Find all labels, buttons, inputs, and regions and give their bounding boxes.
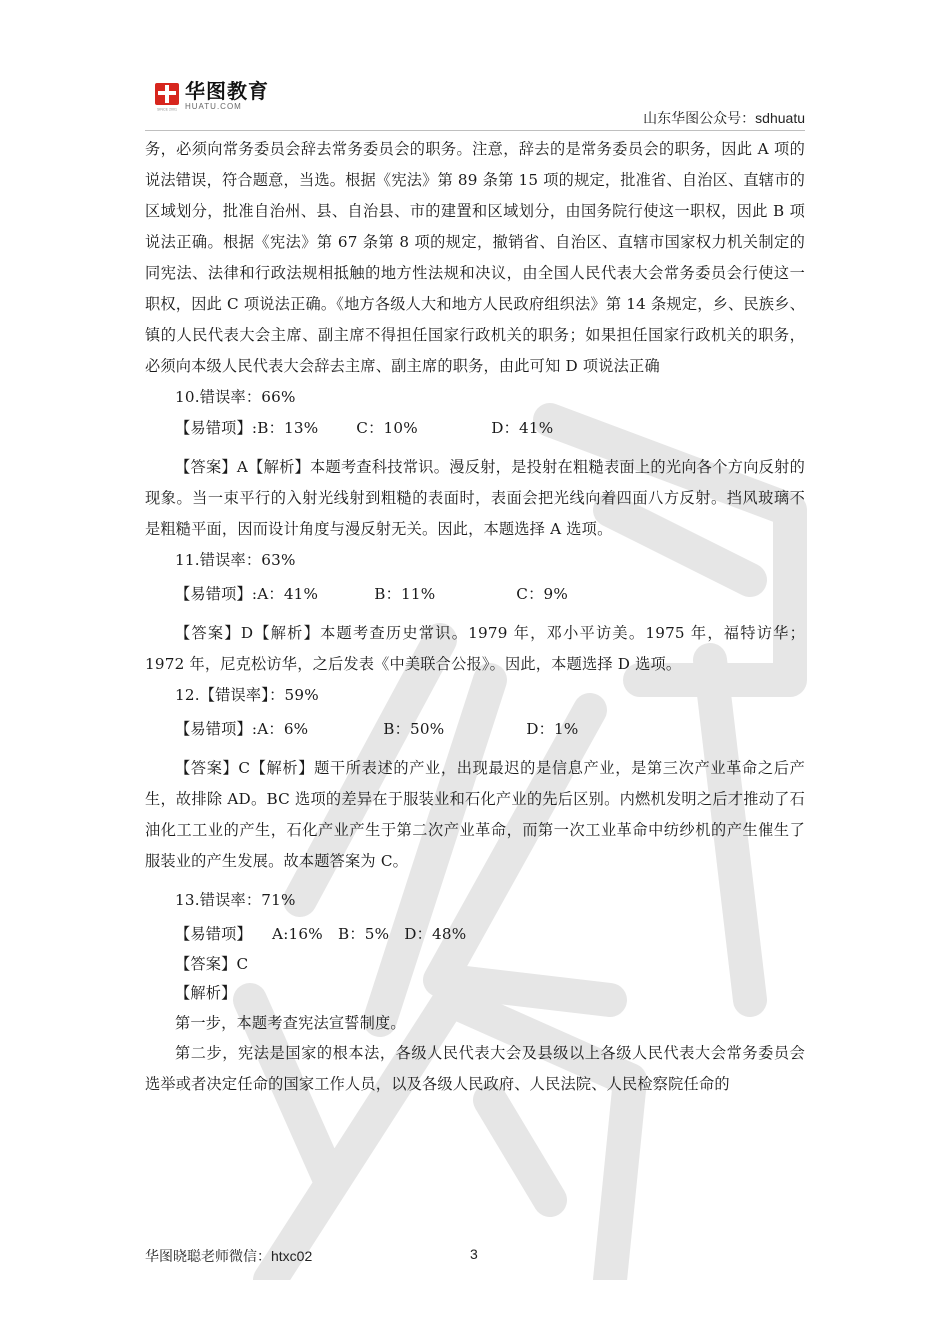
q12-option-a: A：6% — [257, 720, 309, 738]
q12-wrong-options — [145, 714, 805, 745]
logo-chinese-text: 华图教育 — [185, 79, 269, 103]
q11-answer: 【答案】D【解析】本题考查历史常识。1979 年，邓小平访美。1975 年，福特访华；1972 年，尼克松访华，之后发表《中美联合公报》。因此，本题选择 D 选项。 — [145, 624, 805, 673]
q10-error-rate: 10.错误率：66% — [175, 388, 296, 406]
q11-error-rate: 11.错误率：63% — [175, 551, 296, 569]
logo-english-text: HUATU.COM — [185, 102, 242, 111]
q10-answer: 【答案】A【解析】本题考查科技常识。漫反射，是投射在粗糙表面上的光向各个方向反射的现象。当一束平行的入射光线射到粗糙的表面时，表面会把光线向着四面八方反射。挡风玻璃不是粗糙平面，因而设计角度与漫反射无关。因此，本题选择 A 选项。 — [145, 458, 805, 538]
q10-wrong-options — [145, 413, 805, 444]
huatu-logo — [155, 80, 269, 111]
q12-option-b: B：50% — [383, 720, 445, 738]
q13-step-two: 第二步，宪法是国家的根本法，各级人民代表大会及县级以上各级人民代表大会常务委员会选举或者决定任命的国家工作人员，以及各级人民政府、人民法院、人民检察院任命的 — [145, 1044, 805, 1093]
q12-error-rate: 12.【错误率】：59% — [175, 686, 319, 704]
q11-wrong-label: 【易错项】: — [175, 585, 258, 603]
q10-wrong-label: 【易错项】: — [175, 419, 258, 437]
q12-option-d: D：1% — [526, 720, 579, 738]
document-body — [145, 134, 805, 1100]
q10-option-b: B：13% — [257, 419, 319, 437]
q11-option-b: B：11% — [374, 585, 436, 603]
q11-option-a: A：41% — [257, 585, 319, 603]
q12-answer: 【答案】C【解析】题干所表述的产业，出现最迟的是信息产业，是第三次产业革命之后产生，故排除 AD。BC 选项的差异在于服装业和石化产业的先后区别。内燃机发明之后才推动了石油化工工业的产生，石化产业产生于第二次产业革命，而第一次工业革命中纺纱机的产生催生了服装业的产生发展。故本题答案为 C。 — [145, 759, 805, 870]
footer-teacher-wechat: 华图晓聪老师微信：htxc02 — [145, 1248, 313, 1264]
q13-error-rate: 13.错误率：71% — [175, 891, 296, 909]
q13-wrong-options: 【易错项】 A:16% B：5% D：48% — [175, 925, 467, 943]
q10-option-d: D：41% — [491, 419, 554, 437]
paragraph-constitution-analysis: 务，必须向常务委员会辞去常务委员会的职务。注意，辞去的是常务委员会的职务，因此 A 项的说法错误，符合题意，当选。根据《宪法》第 89 条第 15 项的规定，批准省、自治区、直辖市的区域划分，批准自治州、县、自治县、市的建置和区域划分，由国务院行使这一职权，因此 B 项说法正确。根据《宪法》第 67 条第 8 项的规定，撤销省、自治区、直辖市国家权力机关制定的同宪法、法律和行政法规相抵触的地方性法规和决议，由全国人民代表大会常务委员会行使这一职权，因此 C 项说法正确。《地方各级人大和地方人民政府组织法》第 14 条规定，乡、民族乡、镇的人民代表大会主席、副主席不得担任国家行政机关的职务；如果担任国家行政机关的职务，必须向本级人民代表大会辞去主席、副主席的职务，由此可知 D 项说法正确 — [145, 140, 805, 375]
header-divider — [145, 130, 805, 131]
page-number: 3 — [470, 1246, 478, 1262]
q12-wrong-label: 【易错项】: — [175, 720, 258, 738]
logo-since: SINCE 2001 — [157, 107, 177, 111]
huatu-logo-icon — [155, 81, 179, 111]
q11-option-c: C：9% — [516, 585, 568, 603]
q13-answer: 【答案】C — [175, 955, 249, 973]
q11-wrong-options — [145, 579, 805, 610]
q13-analysis-label: 【解析】 — [175, 984, 237, 1002]
q10-option-c: C：10% — [356, 419, 418, 437]
q13-step-one: 第一步，本题考查宪法宣誓制度。 — [175, 1014, 406, 1032]
header-wechat-account: 山东华图公众号：sdhuatu — [643, 110, 805, 126]
